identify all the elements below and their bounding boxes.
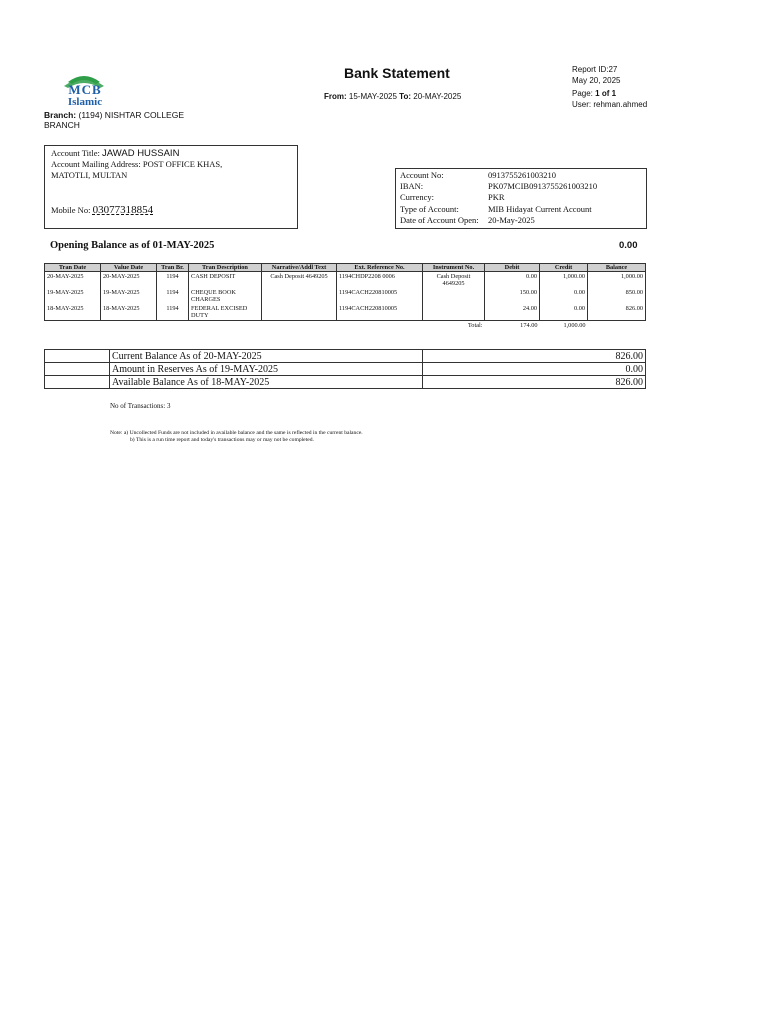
current-balance-label: Current Balance As of 20-MAY-2025 bbox=[110, 350, 423, 363]
total-label: Total: bbox=[467, 322, 483, 329]
reserves-value: 0.00 bbox=[423, 363, 646, 376]
col-credit: Credit bbox=[540, 264, 588, 272]
account-type-row: Type of Account: MIB Hidayat Current Account bbox=[400, 204, 592, 214]
account-title-value: JAWAD HUSSAIN bbox=[102, 148, 180, 159]
account-details-box bbox=[395, 168, 647, 229]
branch-info bbox=[44, 110, 214, 130]
opening-balance-value: 0.00 bbox=[619, 240, 638, 251]
mobile-number: 03077318854 bbox=[92, 204, 154, 216]
note-line-1: Note: a) Uncollected Funds are not included in available balance and the same is reflected in the current balance. bbox=[110, 430, 363, 436]
balance-summary-table bbox=[44, 349, 646, 389]
col-ext-reference: Ext. Reference No. bbox=[337, 264, 423, 272]
table-header-row bbox=[45, 264, 646, 272]
report-info bbox=[572, 65, 647, 110]
summary-row bbox=[45, 363, 646, 376]
user-info: User: rehman.ahmed bbox=[572, 99, 648, 109]
available-balance-label: Available Balance As of 18-MAY-2025 bbox=[110, 376, 423, 389]
transaction-count: No of Transactions: 3 bbox=[110, 402, 171, 410]
summary-row bbox=[45, 350, 646, 363]
col-balance: Balance bbox=[588, 264, 646, 272]
current-balance-value: 826.00 bbox=[423, 350, 646, 363]
page-title: Bank Statement bbox=[344, 65, 450, 81]
logo-subtext: Islamic bbox=[67, 96, 103, 108]
col-instrument-no: Instrument No. bbox=[423, 264, 485, 272]
col-narrative: Narrative/Addl Text bbox=[262, 264, 337, 272]
col-tran-date: Tran Date bbox=[45, 264, 101, 272]
account-open-date-row: Date of Account Open: 20-May-2025 bbox=[400, 215, 535, 225]
col-value-date: Value Date bbox=[101, 264, 157, 272]
account-no-row: Account No: 0913755261003210 bbox=[400, 170, 556, 180]
currency-row: Currency: PKR bbox=[400, 192, 505, 202]
mailing-address-line2: MATOTLI, MULTAN bbox=[51, 170, 128, 180]
account-holder-box bbox=[44, 145, 298, 229]
summary-row bbox=[45, 376, 646, 389]
report-date: May 20, 2025 bbox=[572, 75, 621, 85]
page-number: Page: 1 of 1 bbox=[572, 89, 617, 98]
col-debit: Debit bbox=[485, 264, 540, 272]
totals-row bbox=[45, 321, 646, 332]
branch-label: Branch: bbox=[44, 110, 77, 120]
transactions-table bbox=[44, 263, 646, 331]
mailing-address-row: Account Mailing Address: POST OFFICE KHAS, bbox=[51, 159, 223, 169]
to-label: To: bbox=[399, 92, 412, 101]
table-row: 19-MAY-2025 19-MAY-2025 1194 CHEQUE BOOK CHARGES 1194CACH220810005 150.00 0.00 850.00 bbox=[45, 288, 646, 304]
account-title-row: Account Title: JAWAD HUSSAIN bbox=[51, 148, 180, 159]
col-tran-branch: Tran Br. bbox=[157, 264, 189, 272]
report-id: Report ID:27 bbox=[572, 65, 618, 74]
branch-value: (1194) NISHTAR COLLEGE BRANCH bbox=[44, 110, 184, 130]
iban-row: IBAN: PK07MCIB0913755261003210 bbox=[400, 181, 598, 191]
to-date: 20-MAY-2025 bbox=[413, 92, 462, 101]
total-debit: 174.00 bbox=[520, 322, 538, 329]
opening-balance-label: Opening Balance as of 01-MAY-2025 bbox=[50, 240, 215, 251]
total-credit: 1,000.00 bbox=[563, 322, 586, 329]
mobile-row: Mobile No: 03077318854 bbox=[51, 204, 154, 216]
col-tran-description: Tran Description bbox=[189, 264, 262, 272]
from-date: 15-MAY-2025 bbox=[348, 92, 397, 101]
from-label: From: bbox=[324, 92, 347, 101]
note-line-2: b) This is a run time report and today's transactions may or may not be completed. bbox=[130, 437, 314, 443]
logo-text: MCB bbox=[68, 82, 102, 97]
available-balance-value: 826.00 bbox=[423, 376, 646, 389]
statement-period bbox=[324, 92, 461, 101]
reserves-label: Amount in Reserves As of 19-MAY-2025 bbox=[110, 363, 423, 376]
table-row: 20-MAY-2025 20-MAY-2025 1194 CASH DEPOSIT Cash Deposit 4649205 1194CHDP2208 0006 Cash Deposit 4649205 0.00 1,000.00 1,000.00 bbox=[45, 272, 646, 289]
table-row: 18-MAY-2025 18-MAY-2025 1194 FEDERAL EXCISED DUTY 1194CACH220810005 24.00 0.00 826.00 bbox=[45, 304, 646, 321]
